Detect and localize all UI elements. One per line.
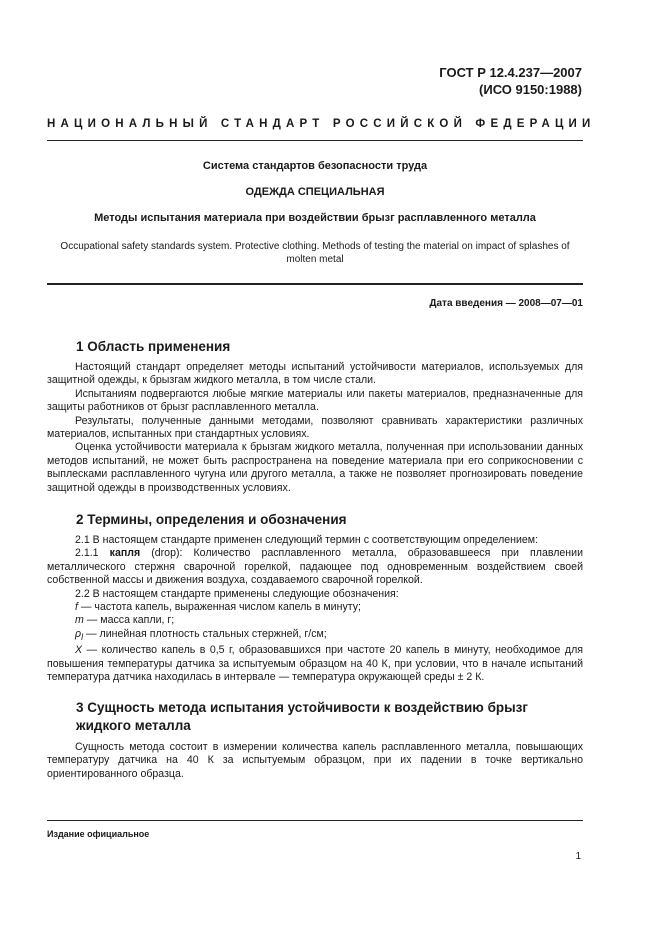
symbol-f: f: [75, 601, 78, 614]
footer-divider: [47, 820, 583, 821]
term: капля: [109, 547, 141, 560]
official-edition-label: Издание официальное: [47, 829, 150, 839]
national-standard-banner: НАЦИОНАЛЬНЫЙ СТАНДАРТ РОССИЙСКОЙ ФЕДЕРАЦИИ: [47, 118, 596, 130]
symbol-rho: ρ: [75, 627, 82, 640]
section-3-heading: 3 Сущность метода испытания устойчивости к воздействию брызг жидкого металла: [76, 700, 529, 733]
section-3-paragraph: Сущность метода состоит в измерении количества капель расплавленного металла, повышающих температуру датчика на 40 К за испытуемым образцом, при их падении в точке вертикально ориентированного образца.: [47, 741, 583, 780]
gost-number: ГОСТ Р 12.4.237—2007: [439, 65, 582, 80]
section-3-body: [47, 741, 583, 781]
page-number: 1: [575, 851, 581, 862]
section-2-heading: 2 Термины, определения и обозначения: [76, 512, 347, 527]
introduction-date: Дата введения — 2008—07—01: [429, 298, 583, 309]
symbol-item: $\rho_l$ — линейная плотность стальных стержней, г/см;: [75, 627, 327, 642]
term-text: (drop): Количество расплавленного металла, образовавшееся при плавлении металлического стержня сварочной горелкой, падающее под одновременным воздействием своей собственной массы и движения воздуха, создаваемого сварочной горелкой.: [47, 547, 583, 587]
iso-number: (ИСО 9150:1988): [479, 82, 582, 97]
document-subtitle: Методы испытания материала при воздействии брызг расплавленного металла: [94, 212, 536, 224]
standards-system-title: Система стандартов безопасности труда: [202, 160, 428, 172]
section-1-paragraph: Настоящий стандарт определяет методы испытаний устойчивости материалов, используемых для защитной одежды, к брызгам жидкого металла, в том числе стали.: [47, 361, 583, 387]
english-title: Occupational safety standards system. Protective clothing. Methods of testing the material on impact of splashes of molten metal: [60, 241, 570, 265]
section-1-heading: 1 Область применения: [76, 339, 231, 354]
symbol-x: X: [75, 644, 83, 657]
header-divider: [47, 140, 583, 141]
term-definition: [47, 547, 583, 587]
symbol-m: m: [75, 614, 84, 627]
title-divider: [47, 283, 583, 285]
section-2-body: [47, 534, 583, 685]
section-2-paragraph: 2.2 В настоящем стандарте применены следующие обозначения:: [75, 587, 399, 600]
section-1-paragraph: Испытаниям подвергаются любые мягкие материалы или пакеты материалов, предназначенные для защиты работников от брызг расплавленного металла.: [47, 387, 583, 414]
symbol-item: f — частота капель, выраженная числом капель в минуту;: [75, 601, 361, 614]
term-number: 2.1.1: [75, 547, 99, 560]
symbol-item: X — количество капель в 0,5 г, образовавшихся при частоте 20 капель в минуту, необходимое для повышения температуры датчика за испытуемым образцом на 40 К, при условии, что в начале испытаний температура датчика находилась в интервале — температура окружающей среды ± 2 К.: [47, 644, 583, 684]
document-title: ОДЕЖДА СПЕЦИАЛЬНАЯ: [245, 186, 385, 198]
section-1-paragraph: Результаты, полученные данными методами, позволяют сравнивать характеристики различных материалов, испытанных при стандартных условиях.: [47, 414, 583, 441]
section-1-body: [47, 361, 583, 495]
section-2-paragraph: 2.1 В настоящем стандарте применен следующий термин с соответствующим определением:: [75, 534, 539, 546]
symbol-item: m — масса капли, г;: [75, 614, 175, 627]
section-1-paragraph: Оценка устойчивости материала к брызгам жидкого металла, полученная при использовании данных методов испытаний, не может быть распространена на поведение материала при его соприкосновении с выплесками расплавленного чугуна или другого металла, а также не позволяет прогнозировать поведение защитной одежды в производственных условиях.: [47, 441, 583, 494]
